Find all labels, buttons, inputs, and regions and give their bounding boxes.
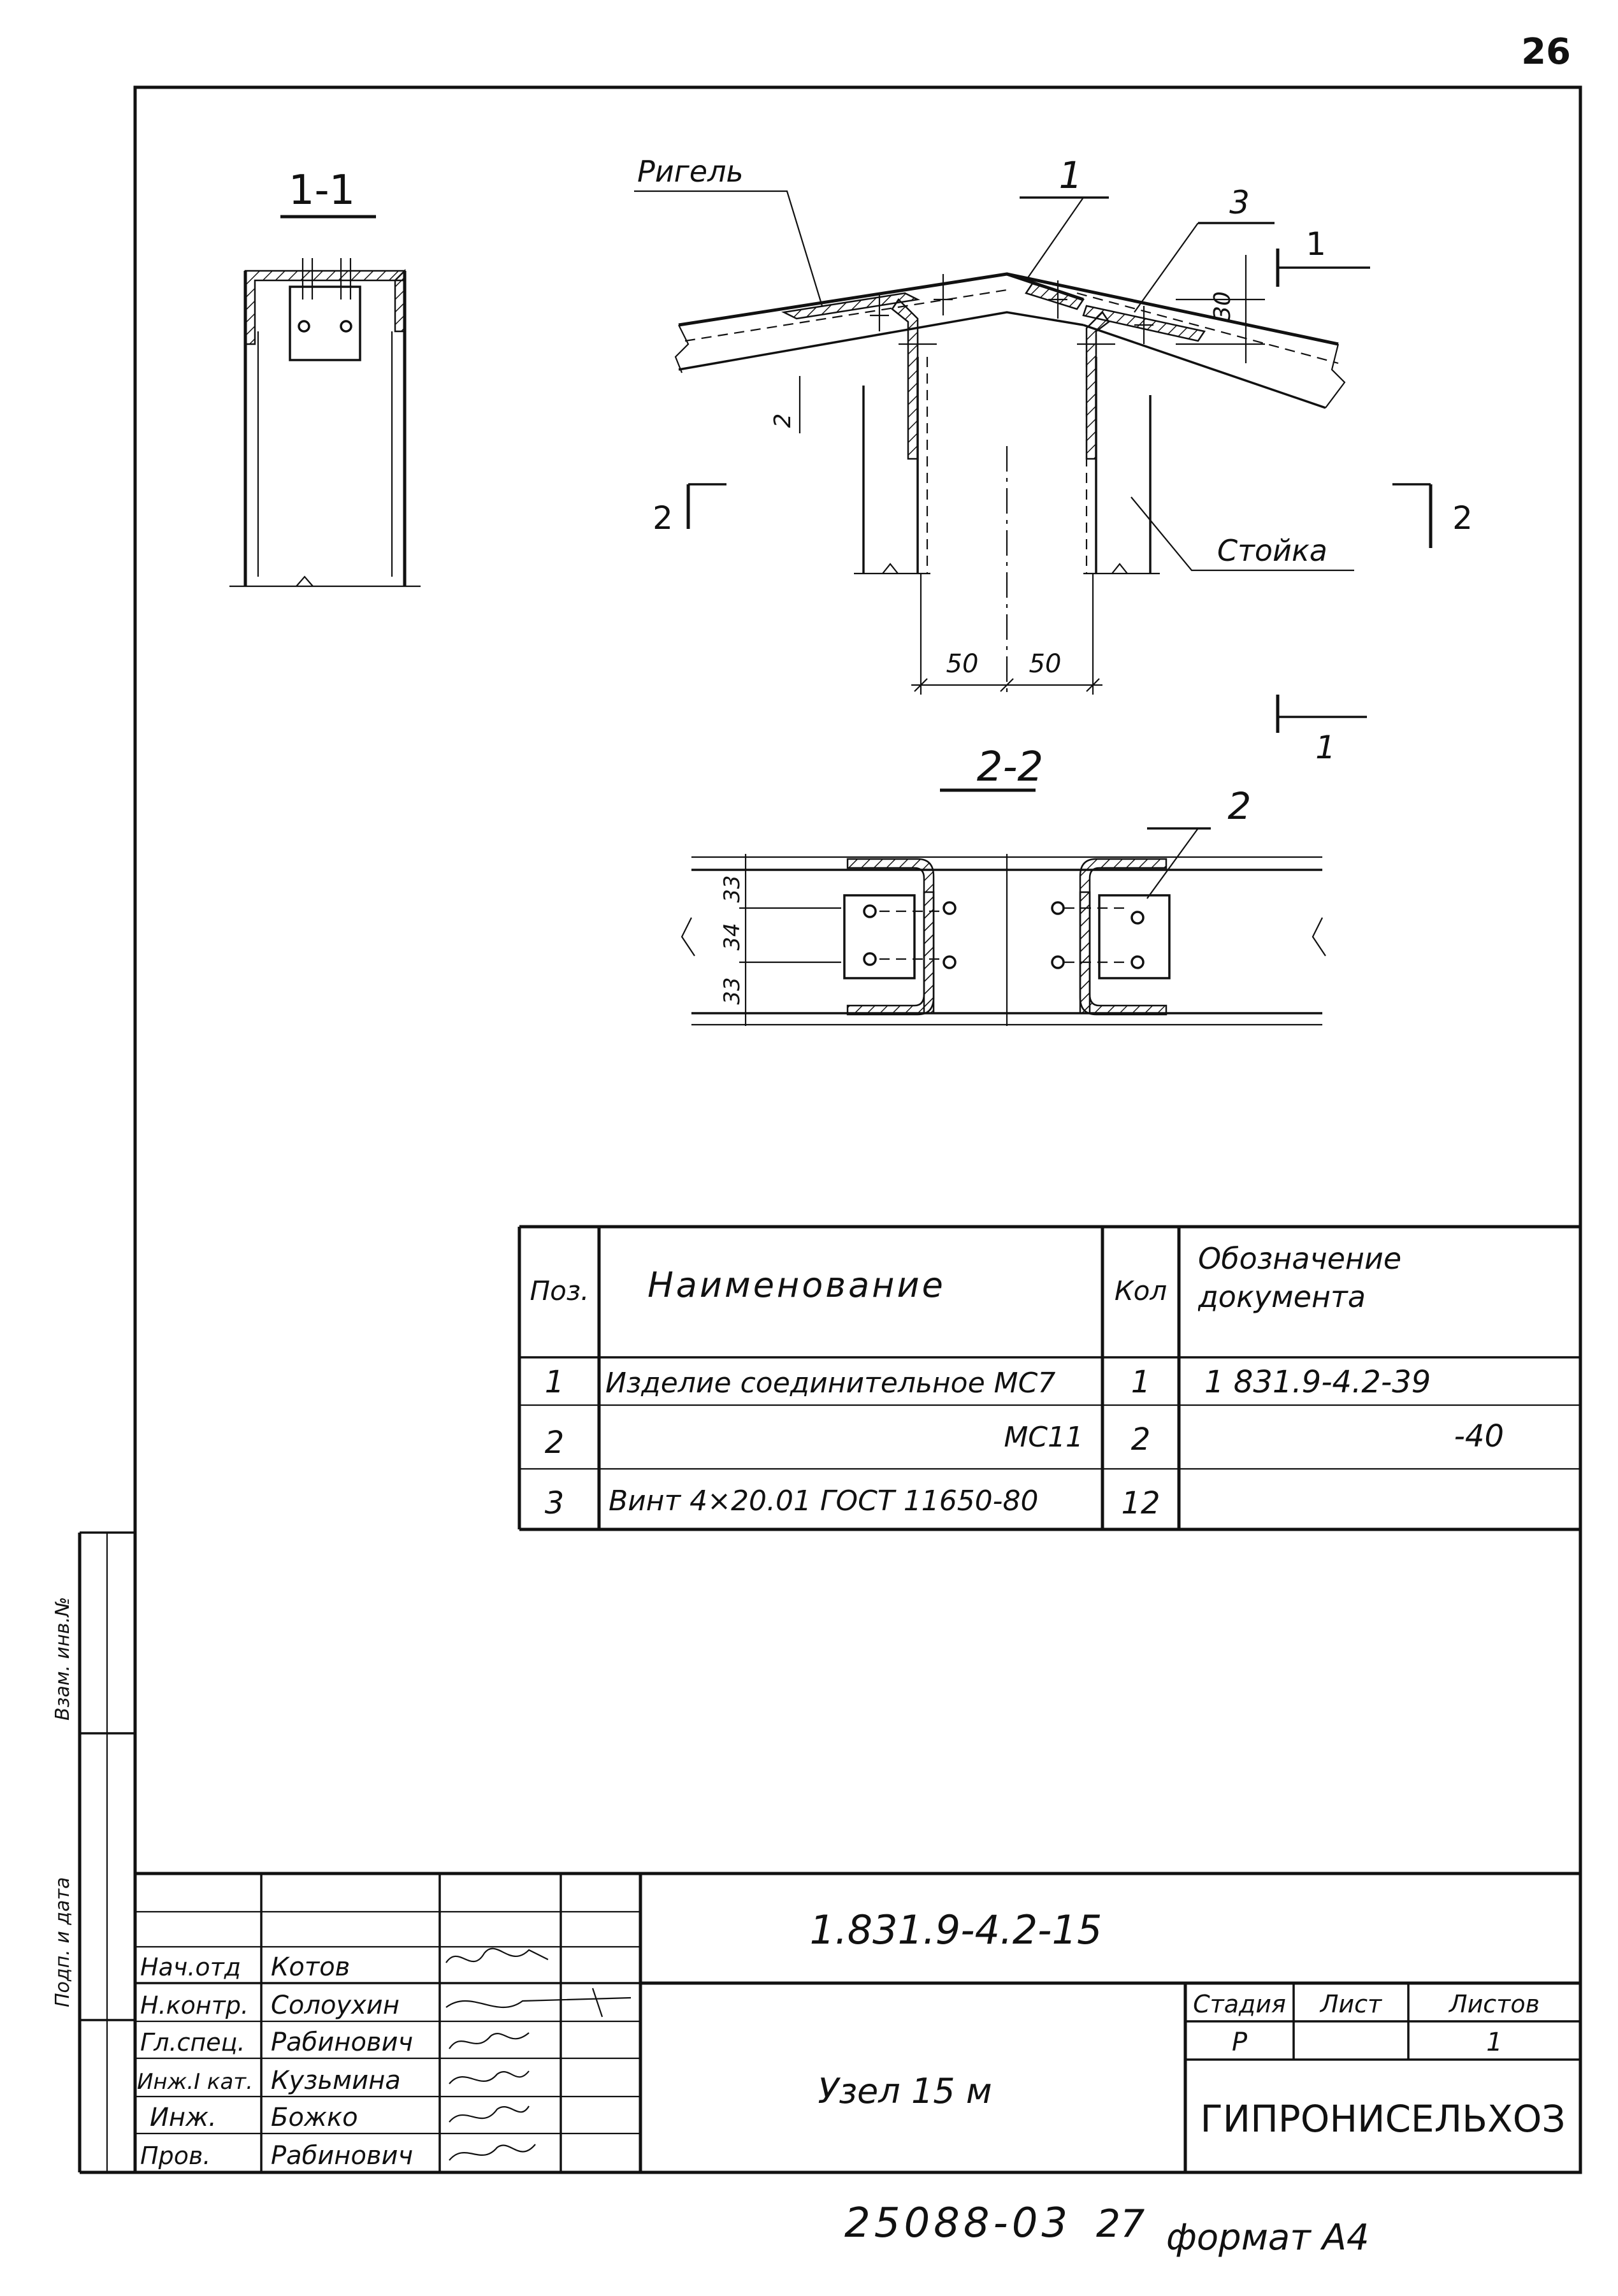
title-sheets-value: 1	[1486, 2028, 1503, 2057]
sheet-frame	[135, 87, 1580, 2172]
dim-33-bottom: 33	[719, 977, 745, 1005]
title-sheet-header: Лист	[1320, 1990, 1382, 2018]
spec-header-doc: Обозначение документа	[1198, 1241, 1402, 1314]
section-2-2-title: 2-2	[976, 744, 1044, 791]
rigel-label: Ригель	[637, 154, 744, 189]
sig-name-3: Рабинович	[271, 2028, 414, 2057]
cut-mark-1-top: 1	[1306, 226, 1326, 263]
spec-row-3-pos: 3	[544, 1485, 565, 1521]
dim-2: 2	[770, 413, 796, 428]
sig-role-5: Инж.	[150, 2103, 217, 2132]
sig-name-1: Котов	[271, 1953, 350, 1982]
sig-role-6: Пров.	[140, 2142, 211, 2170]
spec-row-2-pos: 2	[544, 1425, 565, 1461]
left-binding-strip	[52, 1533, 135, 2172]
spec-row-1-name: Изделие соединительное МС7	[605, 1367, 1056, 1399]
dim-33-top: 33	[719, 875, 745, 903]
sig-name-6: Рабинович	[271, 2141, 414, 2170]
handwritten-signatures	[446, 1949, 631, 2160]
cut-mark-2-right: 2	[1452, 500, 1473, 537]
spec-header-qty: Кол	[1114, 1275, 1167, 1306]
view-node-elevation	[634, 154, 1473, 766]
spec-row-2-qty: 2	[1130, 1422, 1151, 1457]
section-1-1-title: 1-1	[288, 167, 356, 214]
title-name: Узел 15 м	[818, 2071, 992, 2111]
spec-header-pos: Поз.	[530, 1275, 589, 1306]
sig-name-5: Божко	[271, 2103, 358, 2132]
sig-role-1: Нач.отд	[140, 1953, 242, 1981]
stoika-label: Стойка	[1217, 533, 1327, 568]
view-section-1-1	[229, 167, 421, 586]
spec-row-2-doc: -40	[1454, 1419, 1504, 1454]
side-label-upper: Взам. инв.№	[52, 1596, 74, 1721]
spec-table	[519, 1227, 1580, 1529]
spec-row-3-name: Винт 4×20.01 ГОСТ 11650-80	[609, 1485, 1039, 1517]
spec-header-name: Наименование	[647, 1265, 946, 1305]
spec-row-2-name: МС11	[1004, 1421, 1083, 1454]
title-organization: ГИПРОНИСЕЛЬХОЗ	[1200, 2097, 1566, 2141]
title-document-code: 1.831.9-4.2-15	[809, 1907, 1102, 1953]
dim-50-right: 50	[1029, 649, 1062, 679]
spec-row-1-pos: 1	[544, 1364, 565, 1400]
spec-row-3-qty: 12	[1121, 1485, 1160, 1521]
sig-role-3: Гл.спец.	[140, 2028, 245, 2056]
title-stage-header: Стадия	[1193, 1990, 1286, 2018]
dim-30: 30	[1210, 291, 1236, 321]
cut-mark-2-left: 2	[653, 500, 673, 537]
spec-row-1-qty: 1	[1130, 1364, 1151, 1400]
footer-inventory: 25088-03	[844, 2200, 1072, 2247]
sig-name-4: Кузьмина	[271, 2066, 401, 2095]
dim-50-left: 50	[946, 649, 979, 679]
footer-format: формат А4	[1166, 2217, 1369, 2258]
sig-name-2: Солоухин	[271, 1991, 400, 2020]
title-stage-value: Р	[1231, 2028, 1248, 2057]
title-block	[135, 1874, 1580, 2172]
cut-mark-1-bottom: 1	[1315, 729, 1336, 766]
dim-34: 34	[719, 923, 745, 951]
spec-row-1-doc: 1 831.9-4.2-39	[1204, 1364, 1431, 1400]
callout-1: 1	[1058, 154, 1083, 197]
page-number: 26	[1521, 31, 1571, 73]
side-label-lower: Подп. и дата	[52, 1877, 74, 2007]
view-section-2-2	[682, 744, 1325, 1026]
sig-role-2: Н.контр.	[140, 1991, 249, 2019]
callout-3: 3	[1229, 184, 1250, 221]
footer-copy: 27	[1096, 2202, 1145, 2246]
callout-2: 2	[1227, 784, 1252, 828]
title-sheets-header: Листов	[1449, 1990, 1540, 2018]
sig-role-4: Инж.I кат.	[137, 2069, 253, 2095]
